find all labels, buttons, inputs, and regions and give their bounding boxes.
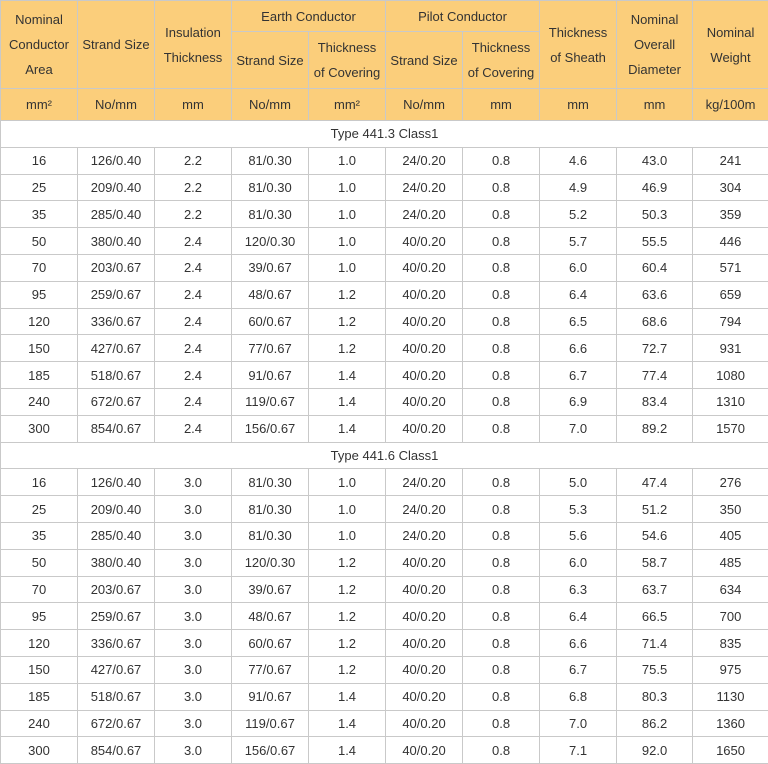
table-cell: 304: [693, 174, 768, 201]
section-title: Type 441.3 Class1: [1, 121, 768, 148]
table-cell: 571: [693, 254, 768, 281]
table-cell: 3.0: [155, 630, 232, 657]
table-row: [1, 201, 768, 228]
table-cell: 40/0.20: [386, 308, 463, 335]
table-cell: 3.0: [155, 603, 232, 630]
table-cell: 4.6: [540, 147, 617, 174]
table-cell: 6.8: [540, 683, 617, 710]
table-cell: 55.5: [617, 228, 693, 255]
table-cell: 259/0.67: [78, 603, 155, 630]
table-cell: 0.8: [463, 201, 540, 228]
table-cell: 77.4: [617, 362, 693, 389]
table-cell: 5.0: [540, 469, 617, 496]
table-cell: 2.2: [155, 201, 232, 228]
table-cell: 120/0.30: [232, 549, 309, 576]
table-cell: 40/0.20: [386, 281, 463, 308]
header-diameter: [617, 1, 693, 89]
table-cell: 1080: [693, 362, 768, 389]
table-cell: 7.0: [540, 710, 617, 737]
table-cell: 518/0.67: [78, 362, 155, 389]
table-cell: 0.8: [463, 308, 540, 335]
table-cell: 1570: [693, 415, 768, 442]
table-cell: 1360: [693, 710, 768, 737]
table-cell: 51.2: [617, 496, 693, 523]
header-line: Area: [1, 57, 77, 82]
header-line: Nominal: [617, 7, 692, 32]
header-weight: [693, 1, 768, 89]
table-row: [1, 737, 768, 764]
table-row: [1, 522, 768, 549]
table-cell: 1.2: [309, 656, 386, 683]
table-cell: 1.2: [309, 603, 386, 630]
table-cell: 40/0.20: [386, 254, 463, 281]
table-cell: 1.0: [309, 496, 386, 523]
table-row: [1, 362, 768, 389]
table-cell: 1.0: [309, 147, 386, 174]
table-cell: 1.0: [309, 254, 386, 281]
table-cell: 95: [1, 281, 78, 308]
table-cell: 380/0.40: [78, 228, 155, 255]
table-cell: 25: [1, 496, 78, 523]
header-line: Nominal: [693, 20, 768, 45]
table-cell: 81/0.30: [232, 174, 309, 201]
table-cell: 1310: [693, 388, 768, 415]
table-row: [1, 174, 768, 201]
table-cell: 427/0.67: [78, 335, 155, 362]
table-cell: 91/0.67: [232, 362, 309, 389]
table-cell: 40/0.20: [386, 388, 463, 415]
table-cell: 119/0.67: [232, 710, 309, 737]
table-cell: 6.4: [540, 281, 617, 308]
table-cell: 39/0.67: [232, 254, 309, 281]
table-cell: 203/0.67: [78, 254, 155, 281]
table-cell: 50.3: [617, 201, 693, 228]
header-pilot-strand-size: Strand Size: [386, 32, 463, 89]
table-cell: 285/0.40: [78, 201, 155, 228]
table-cell: 1.4: [309, 683, 386, 710]
table-cell: 89.2: [617, 415, 693, 442]
table-cell: 203/0.67: [78, 576, 155, 603]
units-row: [1, 89, 768, 121]
header-line: Insulation: [155, 20, 231, 45]
table-cell: 2.4: [155, 362, 232, 389]
table-cell: 48/0.67: [232, 603, 309, 630]
table-cell: 975: [693, 656, 768, 683]
table-cell: 0.8: [463, 683, 540, 710]
table-row: [1, 415, 768, 442]
table-cell: 380/0.40: [78, 549, 155, 576]
table-cell: 0.8: [463, 281, 540, 308]
table-cell: 0.8: [463, 362, 540, 389]
table-cell: 95: [1, 603, 78, 630]
table-cell: 209/0.40: [78, 174, 155, 201]
table-cell: 0.8: [463, 576, 540, 603]
table-row: [1, 549, 768, 576]
table-cell: 4.9: [540, 174, 617, 201]
table-cell: 43.0: [617, 147, 693, 174]
table-cell: 58.7: [617, 549, 693, 576]
section-title: Type 441.6 Class1: [1, 442, 768, 469]
table-cell: 0.8: [463, 549, 540, 576]
table-cell: 63.7: [617, 576, 693, 603]
table-cell: 35: [1, 522, 78, 549]
table-cell: 0.8: [463, 147, 540, 174]
table-cell: 240: [1, 710, 78, 737]
table-cell: 3.0: [155, 737, 232, 764]
table-cell: 91/0.67: [232, 683, 309, 710]
table-cell: 60/0.67: [232, 308, 309, 335]
table-cell: 3.0: [155, 683, 232, 710]
table-row: [1, 335, 768, 362]
unit-cell: No/mm: [232, 89, 309, 121]
table-cell: 1130: [693, 683, 768, 710]
table-cell: 1.0: [309, 174, 386, 201]
table-cell: 1.0: [309, 228, 386, 255]
table-cell: 0.8: [463, 228, 540, 255]
table-cell: 0.8: [463, 522, 540, 549]
table-cell: 6.0: [540, 254, 617, 281]
table-cell: 1.4: [309, 737, 386, 764]
table-row: [1, 496, 768, 523]
table-cell: 350: [693, 496, 768, 523]
table-cell: 150: [1, 335, 78, 362]
header-earth-conductor: Earth Conductor: [232, 1, 386, 32]
table-cell: 156/0.67: [232, 737, 309, 764]
table-cell: 24/0.20: [386, 201, 463, 228]
table-cell: 120/0.30: [232, 228, 309, 255]
table-cell: 240: [1, 388, 78, 415]
table-cell: 120: [1, 630, 78, 657]
table-cell: 16: [1, 147, 78, 174]
table-cell: 2.4: [155, 388, 232, 415]
table-cell: 24/0.20: [386, 174, 463, 201]
table-cell: 2.4: [155, 415, 232, 442]
table-cell: 156/0.67: [232, 415, 309, 442]
table-cell: 241: [693, 147, 768, 174]
table-cell: 1.2: [309, 308, 386, 335]
table-row: [1, 281, 768, 308]
table-cell: 5.3: [540, 496, 617, 523]
table-header: [1, 1, 768, 121]
table-cell: 60/0.67: [232, 630, 309, 657]
table-cell: 40/0.20: [386, 415, 463, 442]
table-cell: 1.2: [309, 549, 386, 576]
table-cell: 40/0.20: [386, 576, 463, 603]
table-cell: 0.8: [463, 737, 540, 764]
table-cell: 25: [1, 174, 78, 201]
table-cell: 1.2: [309, 576, 386, 603]
header-line: Thickness: [540, 20, 616, 45]
table-cell: 6.6: [540, 335, 617, 362]
table-cell: 83.4: [617, 388, 693, 415]
table-cell: 6.4: [540, 603, 617, 630]
table-row: [1, 228, 768, 255]
table-cell: 0.8: [463, 496, 540, 523]
header-line: Thickness: [463, 35, 539, 60]
table-cell: 485: [693, 549, 768, 576]
table-row: [1, 388, 768, 415]
header-line: Thickness: [309, 35, 385, 60]
section-row: [1, 121, 768, 148]
table-cell: 3.0: [155, 549, 232, 576]
table-cell: 63.6: [617, 281, 693, 308]
table-cell: 259/0.67: [78, 281, 155, 308]
table-cell: 24/0.20: [386, 147, 463, 174]
table-row: [1, 576, 768, 603]
table-cell: 794: [693, 308, 768, 335]
table-cell: 5.7: [540, 228, 617, 255]
table-cell: 50: [1, 549, 78, 576]
table-cell: 40/0.20: [386, 737, 463, 764]
table-body: [1, 121, 768, 764]
table-cell: 0.8: [463, 630, 540, 657]
table-cell: 86.2: [617, 710, 693, 737]
table-cell: 120: [1, 308, 78, 335]
table-cell: 16: [1, 469, 78, 496]
table-cell: 5.2: [540, 201, 617, 228]
table-cell: 405: [693, 522, 768, 549]
table-cell: 2.4: [155, 308, 232, 335]
table-cell: 185: [1, 683, 78, 710]
table-cell: 24/0.20: [386, 496, 463, 523]
table-cell: 2.2: [155, 147, 232, 174]
table-row: [1, 683, 768, 710]
table-cell: 40/0.20: [386, 549, 463, 576]
table-cell: 40/0.20: [386, 335, 463, 362]
unit-cell: kg/100m: [693, 89, 768, 121]
table-cell: 48/0.67: [232, 281, 309, 308]
table-cell: 1.2: [309, 281, 386, 308]
unit-cell: mm: [617, 89, 693, 121]
header-pilot-thickness: [463, 32, 540, 89]
header-nominal-area: [1, 1, 78, 89]
table-cell: 81/0.30: [232, 522, 309, 549]
table-cell: 77/0.67: [232, 656, 309, 683]
table-cell: 427/0.67: [78, 656, 155, 683]
table-cell: 276: [693, 469, 768, 496]
header-line: of Covering: [309, 60, 385, 85]
table-cell: 150: [1, 656, 78, 683]
table-cell: 60.4: [617, 254, 693, 281]
table-cell: 126/0.40: [78, 469, 155, 496]
table-cell: 6.6: [540, 630, 617, 657]
table-cell: 2.4: [155, 254, 232, 281]
table-row: [1, 710, 768, 737]
table-cell: 1.4: [309, 362, 386, 389]
table-cell: 672/0.67: [78, 710, 155, 737]
header-pilot-conductor: Pilot Conductor: [386, 1, 540, 32]
table-row: [1, 308, 768, 335]
table-cell: 92.0: [617, 737, 693, 764]
header-line: Weight: [693, 45, 768, 70]
table-cell: 54.6: [617, 522, 693, 549]
table-cell: 1650: [693, 737, 768, 764]
table-cell: 81/0.30: [232, 469, 309, 496]
table-cell: 659: [693, 281, 768, 308]
table-cell: 46.9: [617, 174, 693, 201]
table-cell: 3.0: [155, 576, 232, 603]
table-cell: 185: [1, 362, 78, 389]
table-cell: 77/0.67: [232, 335, 309, 362]
table-cell: 71.4: [617, 630, 693, 657]
unit-cell: mm²: [1, 89, 78, 121]
table-cell: 70: [1, 576, 78, 603]
table-cell: 854/0.67: [78, 737, 155, 764]
table-cell: 3.0: [155, 522, 232, 549]
table-cell: 2.4: [155, 335, 232, 362]
table-cell: 0.8: [463, 710, 540, 737]
unit-cell: No/mm: [78, 89, 155, 121]
table-cell: 2.4: [155, 228, 232, 255]
table-cell: 0.8: [463, 254, 540, 281]
table-cell: 0.8: [463, 656, 540, 683]
table-cell: 6.5: [540, 308, 617, 335]
table-cell: 40/0.20: [386, 603, 463, 630]
table-cell: 209/0.40: [78, 496, 155, 523]
table-cell: 75.5: [617, 656, 693, 683]
header-strand-size: Strand Size: [78, 1, 155, 89]
table-cell: 0.8: [463, 603, 540, 630]
unit-cell: mm: [155, 89, 232, 121]
table-cell: 80.3: [617, 683, 693, 710]
table-cell: 40/0.20: [386, 710, 463, 737]
table-cell: 446: [693, 228, 768, 255]
table-cell: 931: [693, 335, 768, 362]
table-cell: 7.1: [540, 737, 617, 764]
unit-cell: mm: [540, 89, 617, 121]
table-row: [1, 147, 768, 174]
table-cell: 300: [1, 415, 78, 442]
table-cell: 1.0: [309, 469, 386, 496]
table-cell: 518/0.67: [78, 683, 155, 710]
table-row: [1, 630, 768, 657]
table-cell: 68.6: [617, 308, 693, 335]
table-cell: 40/0.20: [386, 683, 463, 710]
header-line: Nominal: [1, 7, 77, 32]
table-cell: 6.3: [540, 576, 617, 603]
table-cell: 336/0.67: [78, 308, 155, 335]
header-line: of Sheath: [540, 45, 616, 70]
table-cell: 6.7: [540, 656, 617, 683]
table-cell: 39/0.67: [232, 576, 309, 603]
table-cell: 24/0.20: [386, 522, 463, 549]
table-cell: 1.4: [309, 710, 386, 737]
table-cell: 1.0: [309, 201, 386, 228]
table-cell: 1.2: [309, 630, 386, 657]
table-row: [1, 656, 768, 683]
table-cell: 81/0.30: [232, 201, 309, 228]
table-cell: 47.4: [617, 469, 693, 496]
unit-cell: mm: [463, 89, 540, 121]
table-cell: 0.8: [463, 174, 540, 201]
header-line: Thickness: [155, 45, 231, 70]
table-cell: 672/0.67: [78, 388, 155, 415]
table-row: [1, 469, 768, 496]
table-row: [1, 603, 768, 630]
header-line: Conductor: [1, 32, 77, 57]
table-cell: 81/0.30: [232, 496, 309, 523]
table-cell: 70: [1, 254, 78, 281]
table-cell: 3.0: [155, 656, 232, 683]
table-cell: 359: [693, 201, 768, 228]
table-cell: 0.8: [463, 335, 540, 362]
table-cell: 835: [693, 630, 768, 657]
table-cell: 7.0: [540, 415, 617, 442]
header-line: of Covering: [463, 60, 539, 85]
table-cell: 126/0.40: [78, 147, 155, 174]
table-cell: 3.0: [155, 496, 232, 523]
header-line: Overall: [617, 32, 692, 57]
table-cell: 0.8: [463, 469, 540, 496]
table-cell: 72.7: [617, 335, 693, 362]
table-cell: 40/0.20: [386, 630, 463, 657]
table-cell: 1.0: [309, 522, 386, 549]
table-cell: 6.9: [540, 388, 617, 415]
table-row: [1, 254, 768, 281]
table-cell: 854/0.67: [78, 415, 155, 442]
table-cell: 700: [693, 603, 768, 630]
table-cell: 50: [1, 228, 78, 255]
table-cell: 5.6: [540, 522, 617, 549]
table-cell: 6.7: [540, 362, 617, 389]
table-cell: 3.0: [155, 710, 232, 737]
header-earth-thickness: [309, 32, 386, 89]
table-cell: 300: [1, 737, 78, 764]
header-insulation: [155, 1, 232, 89]
table-cell: 81/0.30: [232, 147, 309, 174]
table-cell: 285/0.40: [78, 522, 155, 549]
header-sheath: [540, 1, 617, 89]
header-line: Diameter: [617, 57, 692, 82]
table-cell: 24/0.20: [386, 469, 463, 496]
table-cell: 634: [693, 576, 768, 603]
table-cell: 3.0: [155, 469, 232, 496]
table-cell: 1.2: [309, 335, 386, 362]
table-cell: 0.8: [463, 388, 540, 415]
table-cell: 1.4: [309, 388, 386, 415]
table-cell: 2.4: [155, 281, 232, 308]
table-cell: 66.5: [617, 603, 693, 630]
table-cell: 40/0.20: [386, 362, 463, 389]
table-cell: 2.2: [155, 174, 232, 201]
table-cell: 119/0.67: [232, 388, 309, 415]
table-cell: 40/0.20: [386, 228, 463, 255]
unit-cell: No/mm: [386, 89, 463, 121]
table-cell: 40/0.20: [386, 656, 463, 683]
header-earth-strand-size: Strand Size: [232, 32, 309, 89]
unit-cell: mm²: [309, 89, 386, 121]
table-cell: 336/0.67: [78, 630, 155, 657]
table-cell: 6.0: [540, 549, 617, 576]
table-cell: 0.8: [463, 415, 540, 442]
table-cell: 1.4: [309, 415, 386, 442]
section-row: [1, 442, 768, 469]
table-cell: 35: [1, 201, 78, 228]
